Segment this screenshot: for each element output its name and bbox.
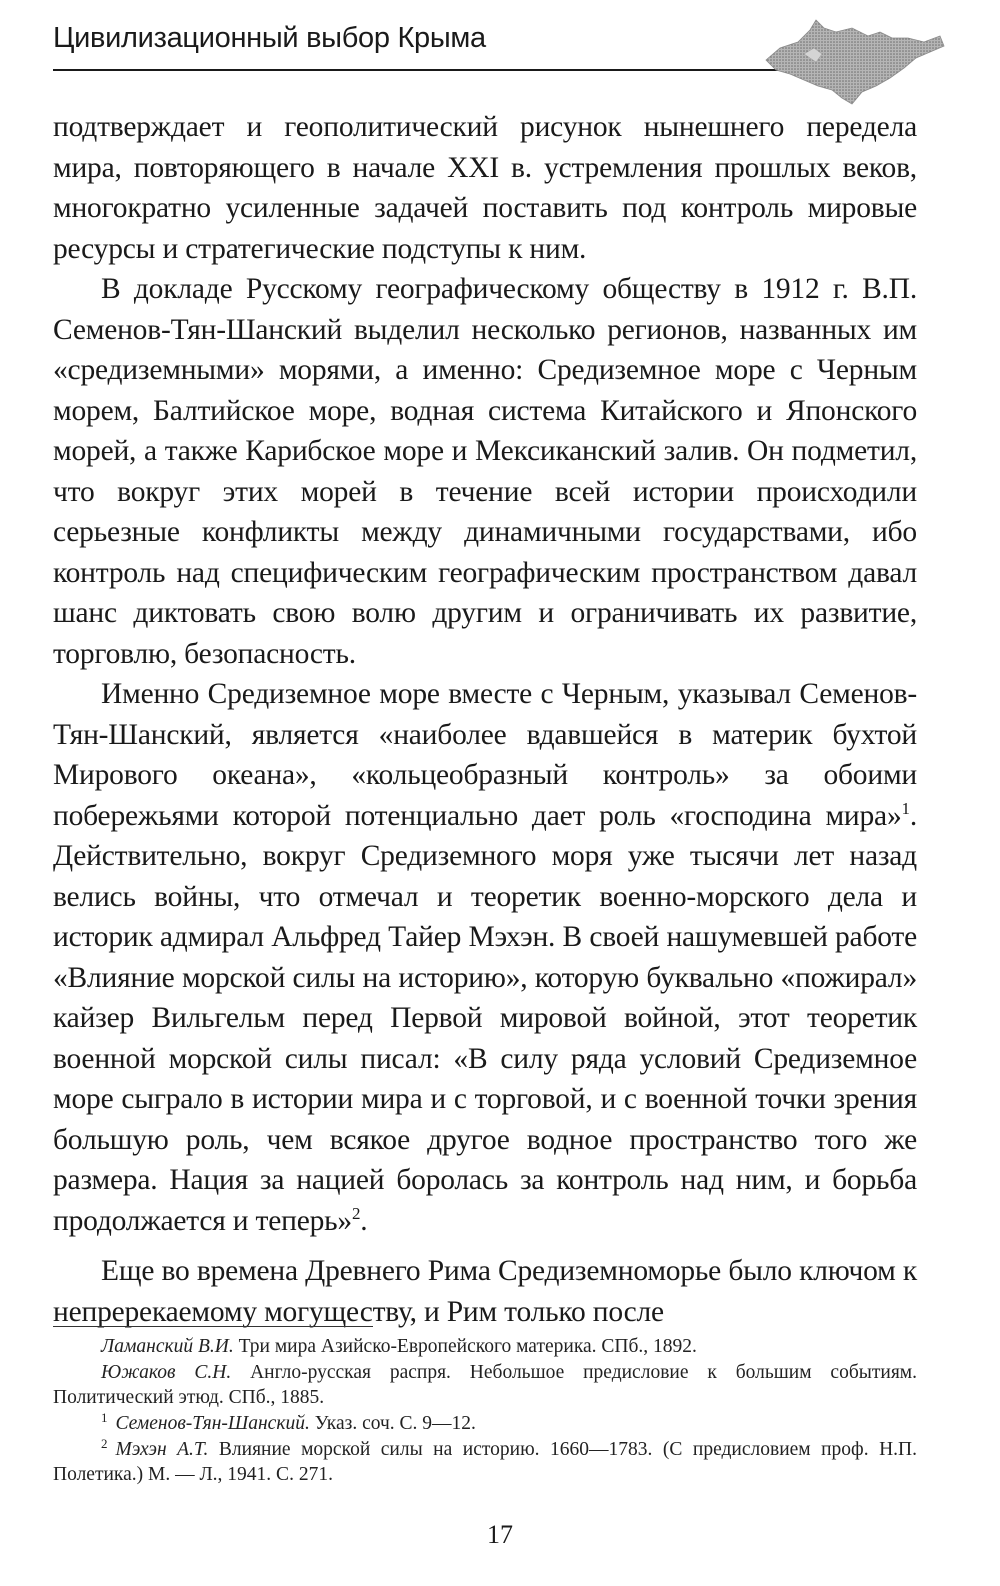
footnotes xyxy=(53,1334,917,1488)
page-number: 17 xyxy=(487,1520,513,1549)
footnote xyxy=(53,1334,917,1359)
paragraph-4: Еще во времена Древнего Рима Средиземноморье было ключом к непререкаемому могуществу, и Рим только после xyxy=(53,1255,917,1328)
footnote-text: Указ. соч. С. 9—12. xyxy=(309,1413,476,1434)
paragraph-1: подтверждает и геополитический рисунок нынешнего передела мира, повторяющего в начале XXI в. устремления прошлых веков, многократно усиленные задачей поставить под контроль мировые ресурсы и стратегические подступы к ним. xyxy=(53,111,917,265)
footnote-mark: 1 xyxy=(101,1409,108,1425)
footnote-text: Влияние морской силы на историю. 1660—1783. (С предисловием проф. Н.П. Полетика.) М. — Л., 1941. С. 271. xyxy=(53,1439,917,1485)
footnote-author: Семенов-Тян-Шанский. xyxy=(115,1413,310,1434)
crimea-map-icon xyxy=(758,8,948,108)
footnote-author: Ламанский В.И. xyxy=(101,1336,234,1357)
footnote-text: Англо-русская распря. Небольшое предисловие к большим событиям. Политический этюд. СПб., 1885. xyxy=(53,1362,917,1408)
footnote-mark: 2 xyxy=(101,1435,108,1451)
paragraph-3-text-b: . Действительно, вокруг Средиземного моря уже тысячи лет назад велись войны, что отмечал и теоретик военно-морского дела и историк адмирал Альфред Тайер Мэхэн. В своей нашумевшей работе «Влияние морской силы на историю», которую буквально «пожирал» кайзер Вильгельм перед Первой мировой войной, этот теоретик военной морской силы писал: «В силу ряда условий Средиземное море сыграло в истории мира и с торговой, и с военной точки зрения большую роль, чем всякое другое водное пространство того же размера. Нация за нацией боролась за контроль над ним, и борьба продолжается и теперь» xyxy=(53,799,917,1237)
footnote-author: Южаков С.Н. xyxy=(101,1362,232,1383)
footnote-text: Три мира Азийско-Европейского материка. СПб., 1892. xyxy=(233,1336,697,1357)
paragraph-3-text-a: Именно Средиземное море вместе с Черным, указывал Семенов-Тян-Шанский, является «наиболее вдавшейся в материк бухтой Мирового океана», «кольцеобразный контроль» за обоими побережьями которой потенциально дает роль «господина мира» xyxy=(53,678,917,832)
paragraph-2: В докладе Русскому географическому обществу в 1912 г. В.П. Семенов-Тян-Шанский выделил несколько регионов, названных им «средиземными» морями, а именно: Средиземное море с Черным морем, Балтийское море, водная система Китайского и Японского морей, а также Карибское море и Мексиканский залив. Он подметил, что вокруг этих морей в течение всей истории происходили серьезные конфликты между динамичными государствами, ибо контроль над специфическим географическим пространством давал шанс диктовать свою волю другим и ограничивать их развитие, торговлю, безопасность. xyxy=(53,273,917,670)
header-rule xyxy=(53,69,778,71)
footnote-ref-1: 1 xyxy=(901,798,910,818)
main-text xyxy=(53,107,917,1332)
paragraph-3-text-c: . xyxy=(360,1204,368,1237)
paragraph-3 xyxy=(53,674,917,1241)
footnote xyxy=(53,1437,917,1487)
footnote xyxy=(53,1360,917,1410)
footnote-ref-2: 2 xyxy=(351,1203,361,1223)
footnote-rule xyxy=(53,1326,373,1327)
footnote xyxy=(53,1411,917,1436)
footnote-author: Мэхэн А.Т. xyxy=(115,1439,209,1460)
running-head-title: Цивилизационный выбор Крыма xyxy=(53,22,486,54)
